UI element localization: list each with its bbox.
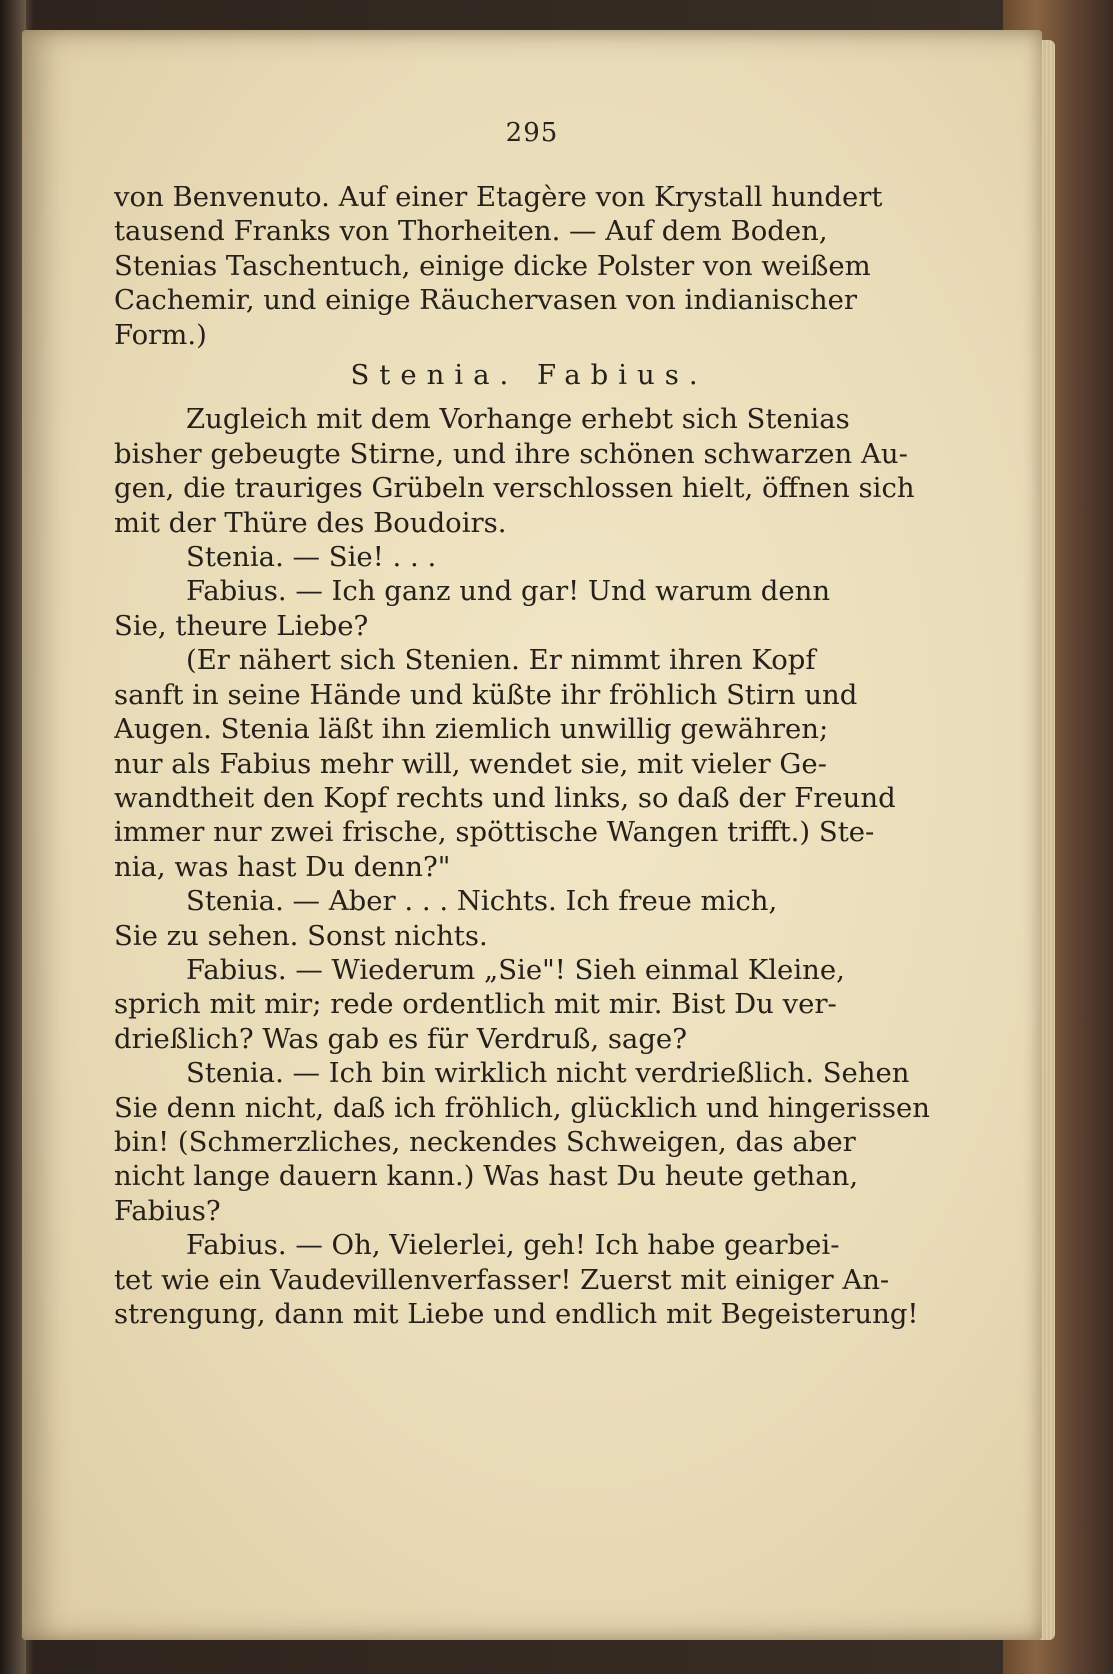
text-line: (Er nähert sich Stenien. Er nimmt ihren Kopf [186, 644, 816, 677]
scene-heading: Stenia. Fabius. [350, 359, 708, 392]
text-line: drießlich? Was gab es für Verdruß, sage? [114, 1022, 687, 1055]
text-line: Stenia. — Ich bin wirklich nicht verdrießlich. Sehen [186, 1057, 910, 1090]
text-line: tet wie ein Vaudevillenverfasser! Zuerst mit einiger An- [114, 1263, 890, 1296]
text-line: Augen. Stenia läßt ihn ziemlich unwillig gewähren; [114, 713, 829, 746]
text-line: Fabius? [114, 1194, 221, 1227]
text-line: Fabius. — Wiederum „Sie"! Sieh einmal Kleine, [186, 953, 845, 986]
page-text [114, 180, 944, 1331]
text-line: Cachemir, und einige Räuchervasen von indianischer [114, 284, 858, 317]
text-line: strengung, dann mit Liebe und endlich mit Begeisterung! [114, 1298, 919, 1330]
text-line: mit der Thüre des Boudoirs. [114, 506, 507, 539]
text-line: Fabius. — Oh, Vielerlei, geh! Ich habe gearbei- [186, 1229, 840, 1262]
text-line: immer nur zwei frische, spöttische Wangen trifft.) Ste- [114, 816, 875, 849]
text-line: nia, was hast Du denn?" [114, 850, 451, 883]
text-line: gen, die trauriges Grübeln verschlossen hielt, öffnen sich [114, 472, 915, 505]
text-line: wandtheit den Kopf rechts und links, so daß der Freund [114, 781, 896, 814]
page-number: 295 [505, 118, 559, 148]
text-line: Stenia. — Sie! . . . [186, 541, 437, 574]
text-line: sanft in seine Hände und küßte ihr fröhlich Stirn und [114, 678, 858, 711]
text-line: Sie zu sehen. Sonst nichts. [114, 919, 488, 952]
text-line: Stenias Taschentuch, einige dicke Polster von weißem [114, 249, 871, 282]
text-line: Sie, theure Liebe? [114, 609, 369, 642]
text-line: von Benvenuto. Auf einer Etagère von Krystall hundert [114, 181, 883, 213]
book-page [22, 30, 1042, 1640]
text-line: bin! (Schmerzliches, neckendes Schweigen, das aber [114, 1125, 856, 1158]
text-line: nur als Fabius mehr will, wendet sie, mit vieler Ge- [114, 747, 827, 780]
text-line: Stenia. — Aber . . . Nichts. Ich freue mich, [186, 885, 778, 918]
text-line: Sie denn nicht, daß ich fröhlich, glücklich und hingerissen [114, 1091, 931, 1124]
text-line: Zugleich mit dem Vorhange erhebt sich Stenias [186, 403, 850, 436]
text-line: Fabius. — Ich ganz und gar! Und warum denn [186, 575, 831, 608]
text-line: Form.) [114, 318, 207, 351]
text-line: tausend Franks von Thorheiten. — Auf dem Boden, [114, 215, 828, 248]
text-line: sprich mit mir; rede ordentlich mit mir. Bist Du ver- [114, 988, 837, 1021]
text-line: nicht lange dauern kann.) Was hast Du heute gethan, [114, 1160, 859, 1193]
text-line: bisher gebeugte Stirne, und ihre schönen schwarzen Au- [114, 437, 908, 470]
